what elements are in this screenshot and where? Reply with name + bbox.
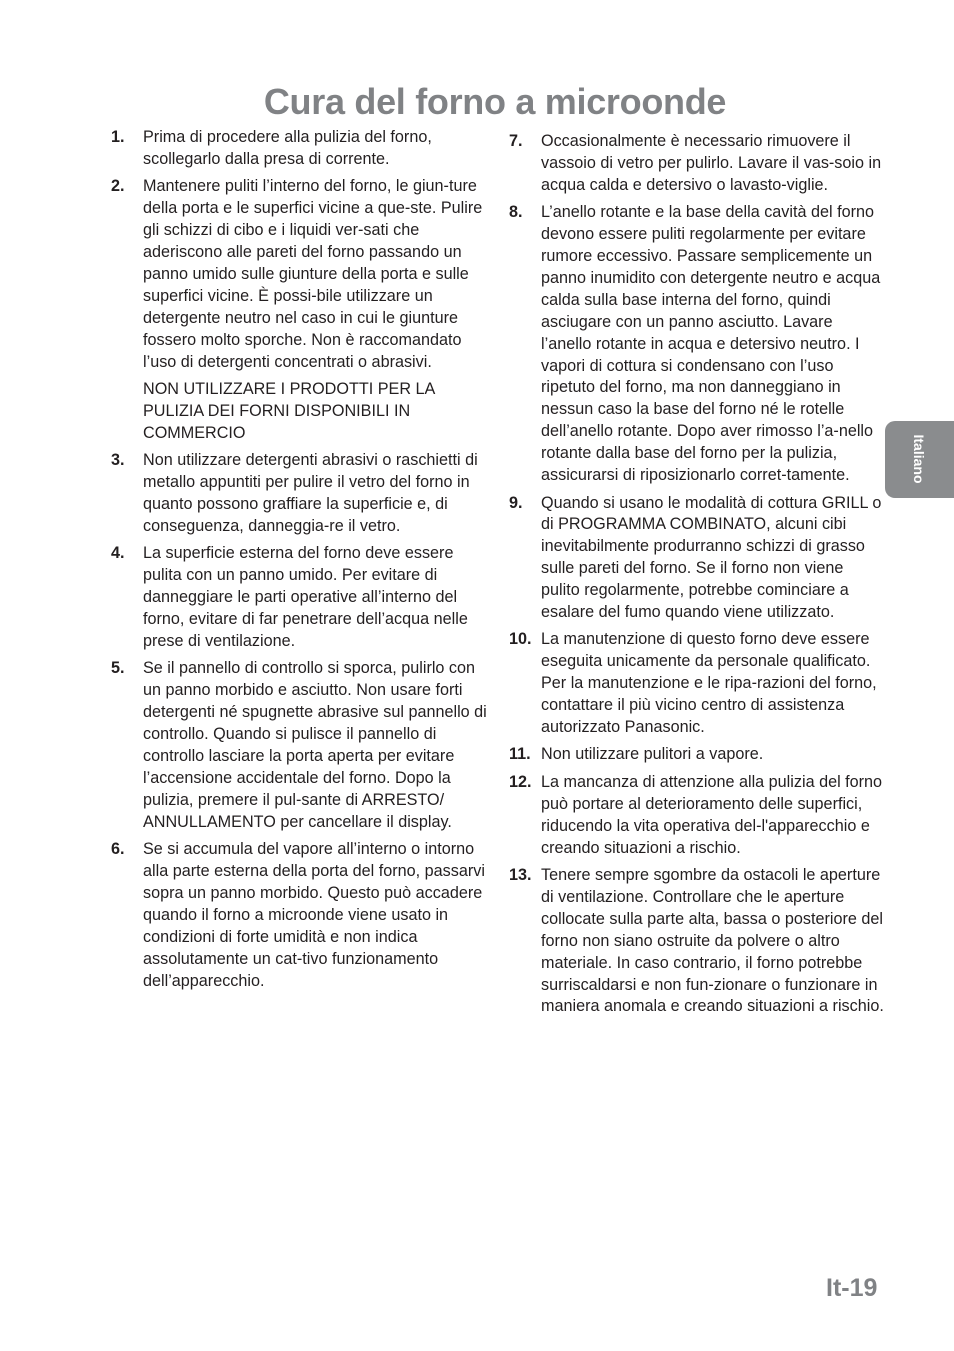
language-tab-label: Italiano [911, 434, 927, 484]
item-text: Quando si usano le modalità di cottura GRILL o di PROGRAMMA COMBINATO, alcuni cibi inevitabilmente produrranno schizzi di grasso sulle pareti del forno. Se il forno non viene pulito regolarmente, potrebbe cominciare a esalare del fumo quando viene utilizzato. [541, 493, 882, 622]
item-text: La mancanza di attenzione alla pulizia del forno può portare al deterioramento delle superfici, riducendo la vita operativa del-l'apparecchio e creando situazioni a rischio. [541, 772, 883, 857]
item-text: La superficie esterna del forno deve essere pulita con un panno umido. Per evitare di danneggiare le parti operative all’interno del forno, evitare di far penetrare dell’acqua nelle prese di ventilazione. [143, 544, 468, 650]
list-item [110, 839, 490, 992]
item-number: 8. [509, 203, 523, 222]
item-text: Occasionalmente è necessario rimuovere il vassoio di vetro per pulirlo. Lavare il vas-soio in acqua calda e detersivo o lavasto-viglie. [541, 132, 882, 194]
item-text: Non utilizzare pulitori a vapore. [541, 745, 764, 764]
item-number: 13. [509, 866, 532, 884]
item-text: L’anello rotante e la base della cavità del forno devono essere puliti regolarmente per evitare rumore eccessivo. Passare semplicemente un panno inumidito con detergente neutro e acqua calda sulla base interna del forno, quindi asciugare con un panno asciutto. Lavare l’anello rotante in acqua e detersivo neutro. I vapori di cottura si condensano con l’uso ripetuto del forno, ma non danneggiano in nessun caso la base del forno né le rotelle dell’anello rotante. Dopo aver rimosso l’a-nello rotante dalla base del forno per la pulizia, assicurarsi di riposizionarlo corret-tamente. [541, 203, 881, 485]
list-item [508, 772, 884, 860]
item-text: Mantenere puliti l’interno del forno, le giun-ture della porta e le superfici vicine a que-ste. Pulire gli schizzi di cibo e i liquidi ver-sati che aderiscono alle pareti del forno passando un panno umido sulle giunture della porta e sulle superfici vicine. È possi-bile utilizzare un detergente neutro nel caso in cui le giunture fossero molto sporche. Non è raccomandato l’uso di detergenti concentrati o abrasivi. [143, 177, 483, 371]
list-item [508, 865, 884, 1018]
item-number: 3. [111, 451, 125, 470]
item-number: 2. [111, 177, 125, 196]
list-item [508, 744, 884, 766]
left-column [110, 127, 490, 998]
item-text: Tenere sempre sgombre da ostacoli le aperture di ventilazione. Controllare che le aperture collocate sulla parte alta, bassa o posteriore del forno non siano ostruite da polvere o altro materiale. In caso contrario, il forno potrebbe surriscaldarsi e non fun-zionare o funzionare in maniera anomala e creando situazioni a rischio. [541, 866, 884, 1016]
item-text: Non utilizzare detergenti abrasivi o raschietti di metallo appuntiti per pulire il vetro del forno in quanto possono graffiare la superficie e, di conseguenza, danneggia-re il vetro. [143, 451, 478, 535]
item-warning-text: NON UTILIZZARE I PRODOTTI PER LA PULIZIA DEI FORNI DISPONIBILI IN COMMERCIO [143, 379, 435, 442]
item-number: 5. [111, 659, 125, 678]
list-item [110, 176, 490, 444]
list-item [110, 658, 490, 833]
item-text: La manutenzione di questo forno deve essere eseguita unicamente da personale qualificato. Per la manutenzione e le ripa-razioni del forno, contattare il più vicino centro di assistenza autorizzato Panasonic. [541, 630, 877, 737]
list-item [508, 493, 884, 624]
item-number: 4. [111, 544, 125, 563]
page-number: It-19 [826, 1274, 878, 1302]
right-column [508, 131, 884, 1024]
item-text: Se il pannello di controllo si sporca, pulirlo con un panno morbido e asciutto. Non usare forti detergenti né spugnette abrasive sul pannello di controllo. Quando si pulisce il pannello di controllo lasciare la porta aperta per evitare l’accensione accidentale del forno. Dopo la pulizia, premere il pul-sante di ARRESTO/ ANNULLAMENTO per cancellare il display. [143, 659, 487, 831]
item-number: 9. [509, 493, 523, 512]
item-number: 6. [111, 840, 125, 859]
item-number: 11. [509, 745, 531, 764]
item-text: Se si accumula del vapore all’interno o intorno alla parte esterna della porta del forno, passarvi sopra un panno morbido. Questo può accadere quando il forno a microonde viene usato in condizioni di forte umidità e non indica assolutamente un cat-tivo funzionamento dell’apparecchio. [143, 840, 485, 990]
page-title: Cura del forno a microonde [263, 81, 727, 123]
item-number: 12. [509, 772, 532, 791]
list-item [110, 450, 490, 538]
list-item [110, 127, 490, 171]
language-tab [885, 421, 954, 498]
item-text: Prima di procedere alla pulizia del forno, scollegarlo dalla presa di corrente. [143, 128, 432, 168]
list-item [110, 543, 490, 653]
item-number: 7. [509, 132, 523, 150]
list-item [508, 629, 884, 739]
list-item [508, 202, 884, 487]
item-number: 1. [111, 128, 125, 146]
item-number: 10. [509, 630, 532, 649]
list-item [508, 131, 884, 197]
